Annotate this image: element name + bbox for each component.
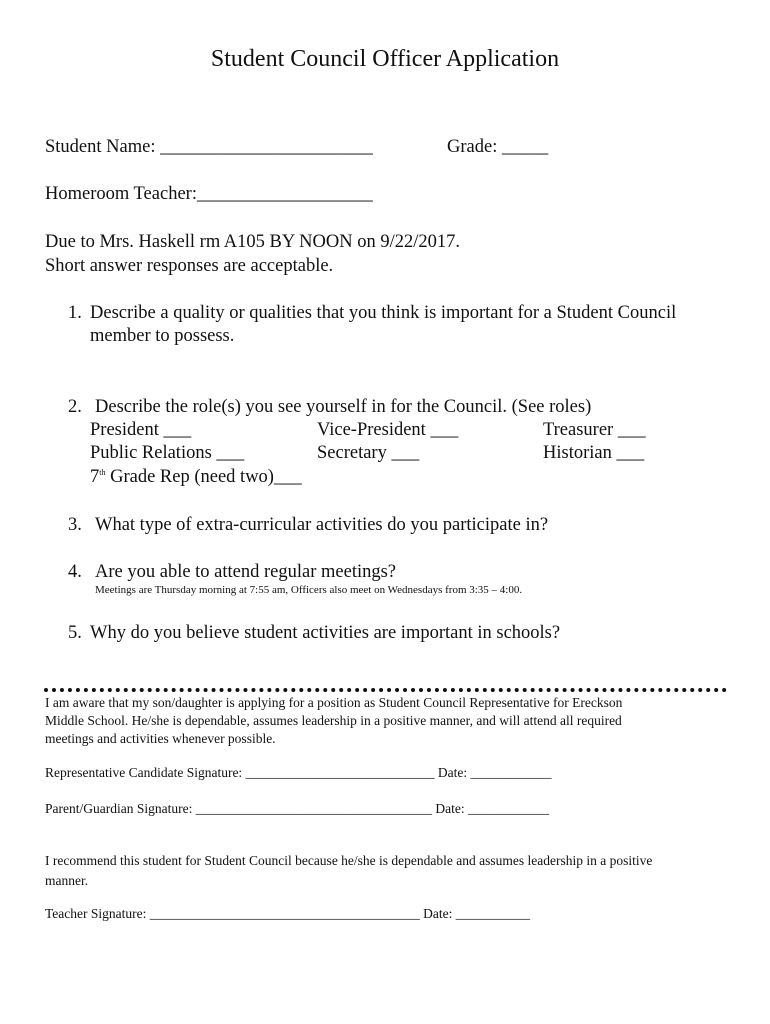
question-3-number: 3. [68, 515, 82, 535]
role-vice-president[interactable]: Vice-President ___ [317, 420, 459, 440]
dotted-divider [44, 688, 727, 692]
student-name-field[interactable]: Student Name: _______________________ [45, 137, 373, 157]
page-title: Student Council Officer Application [210, 46, 560, 72]
meeting-times-note: Meetings are Thursday morning at 7:55 am, Officers also meet on Wednesdays from 3:35 – 4:00. [95, 584, 523, 596]
question-2 [68, 397, 591, 418]
homeroom-teacher-field[interactable]: Homeroom Teacher:___________________ [45, 184, 373, 204]
role-public-relations[interactable]: Public Relations ___ [90, 443, 245, 463]
grade-rep-label: Grade Rep (need two)___ [105, 467, 302, 487]
teacher-recommendation-line-1: I recommend this student for Student Council because he/she is dependable and assumes leadership in a positive [45, 853, 653, 868]
candidate-signature-field[interactable]: Representative Candidate Signature: ____________________________ Date: ____________ [45, 765, 552, 780]
question-3-text: What type of extra-curricular activities do you participate in? [95, 515, 549, 535]
due-date-line: Due to Mrs. Haskell rm A105 BY NOON on 9/22/2017. [45, 232, 461, 252]
question-5-number: 5. [68, 623, 82, 643]
teacher-signature-field[interactable]: Teacher Signature: ________________________________________ Date: ___________ [45, 906, 530, 921]
question-2-text: Describe the role(s) you see yourself in for the Council. (See roles) [95, 397, 592, 417]
teacher-recommendation-line-2: manner. [45, 873, 89, 888]
question-1-number: 1. [68, 303, 82, 323]
question-1 [68, 303, 676, 324]
question-4-number: 4. [68, 562, 82, 582]
question-5-text: Why do you believe student activities are important in schools? [90, 623, 561, 643]
parent-statement-line-3: meetings and activities whenever possible. [45, 731, 276, 746]
role-historian[interactable]: Historian ___ [543, 443, 645, 463]
question-3 [68, 515, 548, 536]
parent-signature-field[interactable]: Parent/Guardian Signature: ___________________________________ Date: ____________ [45, 801, 549, 816]
question-5 [68, 623, 560, 644]
parent-statement-line-1: I am aware that my son/daughter is applying for a position as Student Council Representative for Ereckson [45, 695, 623, 710]
role-grade-rep[interactable] [90, 467, 302, 488]
short-answer-note: Short answer responses are acceptable. [45, 256, 334, 276]
question-1-text: Describe a quality or qualities that you think is important for a Student Council [90, 303, 677, 323]
question-4 [68, 562, 396, 583]
question-2-number: 2. [68, 397, 82, 417]
role-president[interactable]: President ___ [90, 420, 192, 440]
grade-rep-number: 7 [90, 467, 100, 487]
parent-statement-line-2: Middle School. He/she is dependable, assumes leadership in a positive manner, and will attend all required [45, 713, 622, 728]
grade-field[interactable]: Grade: _____ [447, 137, 549, 157]
question-1-text-cont: member to possess. [90, 326, 235, 346]
role-secretary[interactable]: Secretary ___ [317, 443, 420, 463]
grade-rep-ordinal: th [99, 468, 106, 477]
question-4-text: Are you able to attend regular meetings? [95, 562, 397, 582]
role-treasurer[interactable]: Treasurer ___ [543, 420, 646, 440]
